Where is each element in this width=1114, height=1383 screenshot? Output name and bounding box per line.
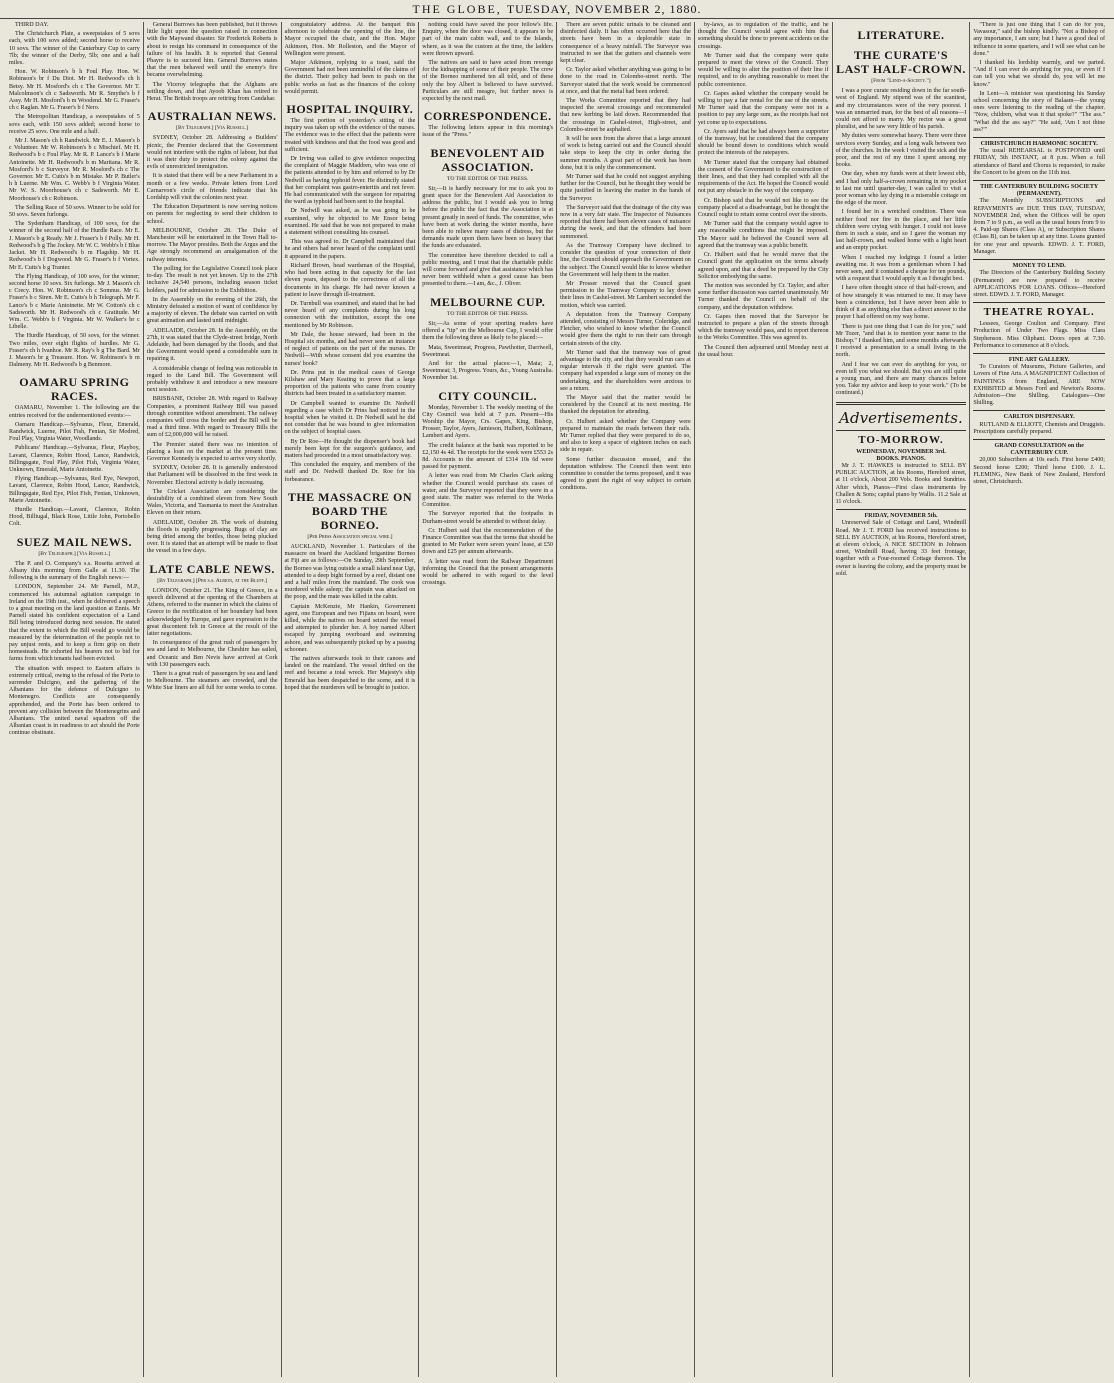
paragraph: The Directors of the Canterbury Building Society (Permanent) are now prepared to receive APPLICATIONS FOR LOANS. Offices—Hereford street. EDWD. J. T. FORD, Manager. [973,270,1106,298]
advertisements-heading: Advertisements. [839,408,963,427]
divider [836,509,967,510]
paragraph: In the Assembly on the evening of the 26th, the Ministry defeated a motion of want of confidence by a majority of eleven. The debate was carried on with great animation and lasted until midnight. [146,296,278,325]
byline: [By Telegraph.] [Per s.s. Albion, at the Bluff.] [157,577,268,584]
paragraph: When I reached my lodgings I found a letter awaiting me. It was from a gentleman whom I had never seen, and it contained a cheque for ten pounds, with a request that I would apply it as I thought best. [835,254,967,283]
paragraph: "There is just one thing that I can do for you, Vavasour," said the bishop kindly. "Not a Bishop of any importance, I am sure; but I have a good deal of influence in some quarters, and I will see what can be done." [973,22,1106,57]
paragraph: The Christchurch Plate, a sweepstakes of 5 sovs each, with 100 sovs added; second horse to receive 10 sovs. The winner of the Canterbury Cup to carry 7lb; the winner of the Derby, 5lb; one and a half miles. [9,31,140,67]
divider [973,439,1105,440]
divider [973,410,1105,411]
paragraph: Dr Irving was called to give evidence respecting the complaint of Maggie Maddren, who was one of the patients attended to by him and referred to by Dr Nedwill as having typhoid fever. He distinctly stated that her complaint was gastro-enteritis and not fever. He had communicated with the surgeon for repairing the ward as typhoid had been sent to the hospital. [284,156,416,206]
column-2 [144,22,282,1377]
centered-line: GRAND CONSULTATION on the CANTERBURY CUP. [994,442,1084,457]
paragraph: General Burrows has been published, but it throws little light upon the question raised in connection with the Maywand disaster. Sir Frederick Roberts is about to resign his command in consequence of the failure of his health. It is reported that General Phayre is to succeed him. General Burrows states that the men behaved well until the enemy's fire became overwhelming. [146,22,278,79]
paragraph: OAMARU, November 1. The following are the entries received for the undermentioned events:— [9,405,140,419]
paragraph: By Dr Roe—He thought the dispenser's book had merely been kept for the surgeon's guidance, and matters had proceeded in a most unsatisfactory way. [284,438,416,459]
divider [973,259,1105,260]
paragraph: The credit balance at the bank was reported to be £2,150 4s 4d. The receipts for the week were £553 2s 8d. Accounts to the amount of £314 10s 6d were passed for payment. [422,442,554,471]
paragraph: MELBOURNE, October 28. The Duke of Manchester will be entertained in the Town Hall to-morrow. The Mayor presides. Both the Argus and the Age strongly recommend an amalgamation of the railway interests. [146,227,278,263]
paragraph: RUTLAND & ELLIOTT, Chemists and Druggists. Prescriptions carefully prepared. [973,421,1106,435]
paragraph: A letter was read from Mr Charles Clark asking whether the Council would purchase six cases of water, and the Surveyor reported that they were in a good state. The matter was referred to the Works Committee. [422,473,554,509]
column-6 [695,22,833,1377]
section-heading: CITY COUNCIL. [438,388,538,403]
byline: TO THE EDITOR OF THE PRESS. [447,310,529,317]
paragraph: The Sydenham Handicap, of 100 sovs, for the winner of the second half of the Hurdle Race. Mr E. J. Mason's b g Ready. Mr J. Fraser's b f Polly. Mr H. Redwood's b g The Jockey. Mr W. C. Webb's b f Blue Jacket. Mr H. Redwood's b m Flagship. Mr H. Redwood's b f Dogwood. Mr G. Fraser's b f Vortex. Mr E. Cutts's b g Tranter. [9,221,140,271]
paragraph: A letter was read from the Railway Department informing the Council that the present arrangements would be adhered to with regard to the level crossings. [422,558,554,587]
paragraph: Mr J. Mason's ch h Randwick. Mr E. J. Mason's b c Volunteer. Mr W. Robinson's b c Mischief. Mr H. Redwood's b c Foul Play. Mr R. P. Lance's b f Marie Antoinette. Mr H. Redwood's b m Maritana. Mr R. Mosford's b c Surveyor. Mr R. Mosford's ch c The Governor. Mr E. Cutts's b m Mistake. Mr P. Butler's h h Luerne. Mr Wm. C. Webb's b f Virginia Water. Mr W. S. Moorhouse's ch c Sadsworth. Mr E. Moorhouse's ch c Robinson. [9,138,140,202]
paragraph: I was a poor curate residing down in the far south-west of England. My stipend was of the scantiest, and my circumstances were of the very poorest. I was an unmarried man, for the best of all reasons—I could not afford to marry. My rector was a great pluralist, and he saw very little of his parish. [835,88,967,131]
paragraph: The polling for the Legislative Council took place to-day. The result is not yet known. Up to the 27th inclusive 24,540 persons, including season ticket holders, paid for admission to the Exhibition. [146,265,278,294]
paragraph: The first portion of yesterday's sitting of the inquiry was taken up with the evidence of the nurses. The evidence was to the effect that the patients were treated with kindness and that the food was good and sufficient. [284,118,416,153]
paragraph: In Lent—A minister was questioning his Sunday school concerning the story of Balaam—the young ones were listening to the reading of the chapter. "Now, children, what was it that spoke?" "The ass." "What did the ass say?" "He said, 'Am I not thine ass?'" [973,90,1106,133]
double-divider [836,402,967,405]
issue-date: TUESDAY, NOVEMBER 2, 1880. [506,2,702,16]
paragraph: Mr Turner said that the tramway was of great advantage to the city, and that they would run cars at regular intervals if the right were granted. The company had expended a large sum of money on the undertaking, and the shareholders were anxious to see a return. [560,349,691,392]
paragraph: The committee have therefore decided to call a public meeting, and I trust that the charitable public will come forward and give that assistance which has never been withheld when a good cause has been presented to them.—I am, &c., J. Oliver. [422,252,554,288]
paragraph: A considerable change of feeling was noticeable in regard to the Land Bill. The Government will probably withdraw it and introduce a new measure next session. [146,365,278,394]
paragraph: In consequence of the great rush of passengers by sea and land to Melbourne, the Cheshire has sailed, and Oceanic and Ben Nevis have arrived at Cork with 130 passengers each. [146,640,278,668]
paragraph: This concluded the enquiry, and members of the staff and Dr. Nedwill thanked Dr. Roe for his forbearance. [284,462,416,483]
section-heading: OAMARU SPRING RACES. [19,375,130,404]
paragraph: 20,000 Subscribers at 10s each. First horse £400; Second horse £200; Third horse £100. J. L. FLEMING, New Bank of New Zealand, Hereford street, Christchurch. [973,457,1106,485]
paragraph: Unreserved Sale of Cottage and Land, Windmill Road. Mr J. T. FORD has received instructions to SELL BY AUCTION, at his Rooms, Hereford street, at eleven o'clock, A NICE SECTION in Johnson street, Windmill Road, having 33 feet frontage, together with a Four-roomed Cottage thereon. The owner is leaving the colony, and the property must be sold. [835,520,967,577]
section-heading: LITERATURE. [857,28,945,42]
paragraph: Mr Turner said that the company were quite prepared to meet the views of the Council. They would be willing to alter the position of their line if required, and to do anything reasonable to meet the public convenience. [697,52,829,88]
paragraph: Publicans' Handicap.—Sylvanus, Fleur, Playboy, Lavant, Clarence, Robin Hood, Lance, Randwick, Billingsgate, Foul Play, Pilot Fish, Virginia Water, Unknown, Emerald, Marie Antoinette. [9,445,140,473]
paragraph: It will be seen from the above that a large amount of work is being carried out and the Council should take steps to keep the city in order during the summer months. A great part of the work has been done, but it is only the commencement. [560,136,691,171]
paragraph: ADELAIDE, October 28. In the Assembly, on the 27th, it was stated that the Clyde-street bridge, North Adelaide, had been damaged by the floods, and that the Government would spend a considerable sum in repairing it. [146,327,278,363]
divider [973,302,1105,303]
paragraph: It is stated that there will be a new Parliament in a month or a few weeks. Private letters from Lord Carnarvon's circle of friends indicate that his Lordship will visit the colonies next year. [146,173,278,202]
paragraph: As the Tramway Company have declined to consider the question of your connection of their line, the Council should approach the Government on the subject. The Council would like to know whether the Government will help them in the matter. [560,242,691,278]
paragraph: Sir,—As some of your sporting readers have offered a "tip" on the Melbourne Cup, I would offer them the following three as likely to be placed:— [422,320,554,342]
paragraph: The following letters appear in this morning's issue of the "Press." [422,125,554,139]
paragraph: There is just one thing that I can do for you," said Mr Tozer, "and that is to mention your name to the Bishop." I thanked him, and some months afterwards I received a presentation to a small living in the north. [835,323,967,359]
paragraph: I have often thought since of that half-crown, and of how strangely it was returned to me. It may have been a coincidence, but I have never been able to think of it as anything else than a direct answer to the prayer I had offered on my way home. [835,285,967,321]
section-heading: SUEZ MAIL NEWS. [16,534,132,549]
paragraph: The natives are said to have acted from revenge for the kidnapping of some of their people. The crew of the Borneo numbered ten all told, and of these only the boy Albert is believed to have survived. Particulars are still meagre, but further news is expected by the next mail. [422,60,554,103]
paragraph: AUCKLAND, November 1. Particulars of the massacre on board the Auckland brigantine Borneo at Fiji are as follows:—On Sunday, 29th September, the Borneo was lying outside a small island near Ugi, attended to a deep bight formed by a reef, distant one and a half miles from the mainland. The cook was murdered while asleep; the captain was attacked on the poop, and the mate was killed in the cabin. [284,543,416,601]
paragraph: congratulatory address. At the banquet this afternoon to celebrate the opening of the line, the Mayor occupied the chair, and the Hon. Major Atkinson, Hon. Mr Rolleston, and the Mayor of Wellington were present. [284,22,416,57]
paragraph: The Viceroy telegraphs that the Afghans are settling down, and that Ayoob Khan has retired to Herat. The British troops are retiring from Candahar. [146,81,278,103]
section-heading: LATE CABLE NEWS. [149,561,275,576]
paragraph: Monday, November 1. The weekly meeting of the City Council was held at 7 p.m. Present—His Worship the Mayor, Crs. Gapes, King, Bishop, Prosser, Taylor, Ayers, Jamieson, Hulbert, Kohlmann, Lambert and Ayers. [422,404,554,440]
paragraph: The Cricket Association are considering the desirability of a combined eleven from New South Wales, Victoria, and Tasmania to meet the Australian Eleven on their return. [146,488,278,517]
section-heading: HOSPITAL INQUIRY. [286,102,414,117]
paragraph: Cr. Bishop said that he would not like to see the company placed at a disadvantage, but he thought the Council ought to retain some control over the streets. [697,197,829,219]
byline: [By Telegraph.] [Via Russell.] [38,550,111,557]
paragraph: LONDON, September 24. Mr Parnell, M.P., commenced his autumnal agitation campaign in Ireland on the 19th inst., when he delivered a speech to a great meeting on the land question at Ennis. Mr Parnell stated his confident expectation of a Land Bill being introduced during next session. He stated that the extent to which the Bill would go would be measured by the determination of the people not to pay unjust rents, and to keep a firm grip on their homesteads. He exhorted his hearers not to bid for farms from which tenants had been evicted. [9,584,140,663]
paragraph: The usual REHEARSAL is POSTPONED until FRIDAY, 5th INSTANT, at 8 p.m. When a full attendance of Band and Chorus is requested, to make the Concert to be given on the 11th inst. [973,148,1106,176]
paragraph: Richard Brown, head wardsman of the Hospital, who had been acting in that capacity for the last eleven years, deposed to the correctness of all the documents in his charge. He had never known a patient to leave through ill-treatment. [284,262,416,298]
paragraph: I thanked his lordship warmly, and we parted. "And if I can ever do anything for you, or even if I can tell you what we should do, you will let me know." [973,60,1106,88]
paragraph: And I fear we can ever do anything for you, or even tell you what we should. But you are still quite a young man, and there are many chances before you. Take my advice and keep to your work." (To be continued.) [835,361,967,397]
centered-line: CARLTON DISPENSARY. [1003,414,1075,421]
byline: [From "Lend-a-Society."] [871,78,931,84]
paragraph: I found her in a wretched condition. There was neither food nor fire in the place, and her little children were crying with hunger. I could not leave them in such a state, and so I gave the woman my last half-crown, and walked home with a light heart and an empty pocket. [835,209,967,252]
paragraph: ADELAIDE, October 28. The work of draining the floods is rapidly progressing. Bugs of clay are being dried among the bottles, those being plucked over. It is stated that an attempt will be made to float the vessel in a few days. [146,519,278,555]
paragraph: The situation with respect to Eastern affairs is extremely critical, owing to the refusal of the Porte to surrender Dulcigno, and the gathering of the Albanians for the defence of Dulcigno to Montenegro. Conflicts are consequently apprehended, and the Porte has been ordered to prevent any collision between the Montenegrins and Albanians. The united naval squadron off the Albanian coast is in readiness to act should the Porte continue obstinate. [9,665,140,737]
centered-line: THE CANTERBURY BUILDING SOCIETY (PERMANENT). [980,184,1099,198]
ad-heading: THEATRE ROYAL. [983,306,1095,319]
paragraph: The Council then adjourned until Monday next at the usual hour. [697,344,829,358]
paragraph: Mr Turner stated that the company had obtained the consent of the Government to the construction of their lines, and that they had complied with all the requirements of the Act. He hoped the Council would not put any obstacle in the way of the company. [697,159,829,195]
paragraph: Dr. Prins put in the medical cases of George Kilshaw and Mary Keating to prove that a large proportion of the patients who came from country districts had been treated in a satisfactory manner. [284,369,416,398]
paragraph: The Monthly SUBSCRIPTIONS and REPAYMENTS are DUE THIS DAY, TUESDAY, NOVEMBER 2nd, when the Offices will be open from 7 to 9 p.m., as well as the usual hours from 9 to 4. Paid-up Shares (Class A), or Subscription Shares (Class B), can be taken up at any time. Loans granted for one year and upwards. EDWD. J. T. FORD, Manager. [973,198,1106,255]
paragraph: Cr. Ayers said that he had always been a supporter of the tramway, but he considered that the company should be bound down to conditions which would protect the interests of the ratepayers. [697,128,829,157]
paragraph: Hurdle Handicap.—Lavant, Clarence, Robin Hood, Billiugal, Black Rose, Little John, Portobello Colt. [9,506,140,528]
paragraph: The P. and O. Company's s.s. Rosetta arrived at Albany this morning from Galle at 11.30. The following is the summary of the English news:— [9,560,140,582]
paragraph: Flying Handicap.—Sylvanus, Red Eye, Newport, Lavant, Clarence, Robin Hood, Lance, Randwick, Billingsgate, Red Eye, Pilot Fish, Fenian, Unknown, Marie Antoinette. [9,476,140,504]
paragraph: Cr. Gapes then moved that the Surveyor be instructed to prepare a plan of the streets through which the tramway would pass, and to report thereon to the Works Committee. This was agreed to. [697,313,829,342]
paragraph: The Mayor said that the matter would be considered by the Council at its next meeting. He thanked the deputation for attending. [560,394,691,416]
paragraph: Cr. Hulbert said that he would move that the Council grant the application on the terms already agreed upon, and that a deed be prepared by the City Solicitor embodying the same. [697,252,829,280]
paragraph: The Premier stated there was no intention of placing a loan on the market at the present time. Governor Kennedy is expected to arrive very shortly. [146,441,278,462]
centered-line: MONEY TO LEND. [1012,263,1066,270]
section-heading: BENEVOLENT AID ASSOCIATION. [430,145,545,174]
paragraph: Cr. Hulbert asked whether the Company were prepared to maintain the roads between their rails. Mr Turner replied that they were prepared to do so, and also to keep a space of eighteen inches on each side in repair. [560,418,691,454]
paragraph: SYDNEY, October 28. Addressing a Builders' picnic, the Premier declared that the Government would not interfere with the rights of labour, but that it was their duty to protect the colony against the evils of unrestricted immigration. [146,135,278,171]
paragraph: Oamaru Handicap.—Sylvanus, Fleur, Emerald, Randwick, Luerne, Pilot Fish, Fenian, Sir Modred, Foul Play, Virginia Water, Woodlands. [9,421,140,443]
paragraph: Captain McKenzie, Mr Hankin, Government agent, one European and two Fijians on board, were killed, while the natives on board seized the vessel and attempted to plunder her. A boy named Albert escaped by jumping overboard and swimming ashore, and was subsequently picked up by a passing schooner. [284,603,416,653]
paragraph: nothing could have saved the poor fellow's life. Enquiry, when the door was closed, it appears to be part of the main cabin wall, and to the Islands, where, as it was the custom at the time, the ladders were thrown upward. [422,22,554,57]
divider [973,180,1105,181]
byline: TO THE EDITOR OF THE PRESS. [447,175,529,182]
masthead [0,0,1114,19]
column-1 [6,22,144,1377]
paragraph: THIRD DAY. [15,22,49,28]
paragraph: Sir,—It is hardly necessary for me to ask you to grant space for the Benevolent Aid Association to address the public, but I would ask you to bring before the public the fact that the Association is at present greatly in need of funds. The committee, who have been at work during the winter months, have been able to relieve many cases of distress, but the demands made upon them have been so heavy that the funds are exhausted. [422,185,554,250]
paragraph: Mr J. T. HAWKES is instructed to SELL BY PUBLIC AUCTION, at his Rooms, Hereford street, at 11 o'clock, About 200 Vols. Books and Sundries. After which, Pianos—First class instruments by Challen & Sons; capital piano by Wallis. 11.2 Sale at 11 o'clock. [835,462,967,505]
section-heading: MELBOURNE CUP. [430,294,546,309]
paragraph: Cr. Hulbert said that the recommendation of the Finance Committee was that the terms that should be granted to Mr Parker were seven years' lease, at £50 down and £25 per annum afterwards. [422,527,554,556]
section-heading: THE CURATE'S LAST HALF-CROWN. [836,48,966,76]
paragraph: BRISBANE, October 28. With regard to Railway Companies, a prominent Railway Bill was passed through committee without amendment. The railway companies will cross the border and the Bill will be read a third time. With regard to Treasury Bills the sum of £2,000,000 will be raised. [146,396,278,439]
paragraph: The Flying Handicap, of 100 sovs, for the winner; second horse 10 sovs. Six furlongs. Mr J. Mason's ch c Crecy. Hon. W. Robinson's ch c Somnus. Mr G. Fraser's b c Siren. Mr E. Cutts's b h Telegraph. Mr F. Lance's b c Marie Antoinette. Mr W. Cotton's ch c Sadsworth. Mr H. Redwood's ch c Gratitude. Mr Wm. C. Webb's b f Virginia. Mr W. Walker's br c Libelle. [9,273,140,331]
column-4 [419,22,557,1377]
paragraph: The Education Department is now serving notices on parents for neglecting to send their children to school. [146,204,278,225]
paragraph: Cr. Gapes asked whether the company would be willing to pay a fair rental for the use of the streets. Mr Turner said that the company were not in a position to pay any large sum, as the receipts had not yet come up to expectations. [697,90,829,126]
paragraph: This was agreed to. Dr Campbell maintained that he and others had never heard of the complaint until it appeared in the papers. [284,239,416,260]
column-5 [557,22,695,1377]
column-8 [970,22,1108,1377]
paragraph: The Hurdle Handicap, of 50 sovs, for the winner. Two miles, over eight flights of hurdles. Mr G. Fraser's ch h Ivanhoe. Mr R. Ray's b g The Bard. Mr J. Mason's br g Treasure. Hon. W. Robinson's b m Dalmeny. Mr H. Redwood's b g Benmore. [9,333,140,369]
centered-line: WEDNESDAY, NOVEMBER 3rd. [856,448,946,455]
paragraph: There are seven public urinals to be cleaned and disinfected daily. It has often occurred here that the streets have been in a deplorable state in consequence of a heavy rainfall. The Surveyor was instructed to see that the gutters and channels were kept clear. [560,22,691,65]
paragraph: SYDNEY, October 28. It is generally understood that Parliament will be dissolved in the first week in November. Electoral activity is daily increasing. [146,465,278,486]
paragraph: Mr Dale, the house steward, had been in the Hospital six months, and had never seen an instance of neglect of patients on the part of the nurses. Dr Nedwill—With whose consent did you examine the nurses' book? [284,331,416,367]
paragraph: Mr Turner said that the company would agree to any reasonable conditions that might be imposed. The Mayor said he believed the Council were all agreed that the tramway was a public benefit. [697,221,829,249]
byline: [By Telegraph.] [Via Russell.] [176,125,249,132]
newspaper-columns [6,22,1108,1377]
paragraph: One day, when my funds were at their lowest ebb, and I had only half-a-crown remaining in my pocket to last me until quarter-day, I was called to visit a poor woman who lay dying in a miserable cottage on the edge of the moor. [835,171,967,207]
column-3 [282,22,420,1377]
paragraph: Dr Campbell wanted to examine Dr. Nedwill regarding a case which Dr Prins had noticed in the hospital when he visited it. Dr Nedwill said he did not consider that he was bound to give information on the subject of hospital cases. [284,400,416,436]
paragraph: Mr Prosser moved that the Council grant permission to the Tramway Company to lay down their lines in Cashel-street. Mr Lambert seconded the motion, which was carried. [560,280,691,309]
paragraph: There is a great rush of passengers by sea and land to Melbourne. The steamers are crowded, and the White Star liners are all full for some weeks to come. [146,671,278,692]
paragraph: by-laws, as to regulation of the traffic, and he thought the Council would agree with him that something should be done to prevent accidents on the crossings. [697,22,829,50]
paragraph: The motion was seconded by Cr. Taylor, and after some further discussion was carried unanimously. Mr Turner thanked the Council on behalf of the company, and the deputation withdrew. [697,282,829,311]
ad-heading: TO-MORROW. [858,433,944,446]
centered-line: CHRISTCHURCH HARMONIC SOCIETY. [980,141,1098,148]
centered-line: BOOKS. PIANOS. [876,455,926,462]
paragraph: And for the actual places:—1, Mata; 2, Sweetmeat; 3, Progress. Yours, &c., Young Australia. November 1st. [422,360,554,382]
paragraph: LONDON, October 21. The King of Greece, in a speech delivered at the opening of the Chambers at Athens, referred to the manner in which the claims of Greece to the rectification of her boundary had been acknowledged by Europe, and gave expression to the great discontent felt in Greece at the result of the latter negotiations. [146,587,278,638]
paragraph: The Selling Race of 50 sovs. Winner to be sold for 50 sovs. Seven furlongs. [9,204,140,219]
paragraph: Mr Turner said that he could not suggest anything further for the Council, but he thought they would be quite justified in leaving the matter in the hands of the Surveyor. [560,174,691,202]
paragraph: The Metropolitan Handicap, a sweepstakes of 5 sovs each, with 150 sovs added; second horse to receive 25 sovs. One mile and a half. [9,114,140,135]
paragraph: The Works Committee reported that they had inspected the several crossings and recommended that new kerbing be laid down. Recommended that the crossings in Cashel-street, High-street, and Colombo-street be asphalted. [560,98,691,133]
paragraph: A deputation from the Tramway Company attended, consisting of Messrs Turner, Coleridge, and Fletcher, who wished to know whether the Council would give them the right to run their cars through certain streets of the city. [560,311,691,347]
paragraph: To Curators of Museums, Picture Galleries, and Lovers of Fine Arts. A MAGNIFICENT Collection of PAINTINGS from England, ARE NOW EXHIBITED at Messrs Ford and Newton's Rooms. Admission—One Shilling. Catalogues—One Shilling. [973,364,1106,407]
divider [973,353,1105,354]
divider [973,137,1105,138]
newspaper-title: THE GLOBE, [412,2,502,16]
byline: [Per Press Association special wire.] [307,533,393,540]
paragraph: Lessees, George Coulton and Company. First Production of Under Two Flags. Miss Clara Stephenson. Miss Oliphant. Doors open at 7.30. Performance to commence at 8 o'clock. [973,321,1106,349]
paragraph: The natives afterwards took to their canoes and landed on the mainland. The vessel drifted on the reef and became a total wreck. Her Majesty's ship Emerald has been despatched to the scene, and it is hoped that the murderers will be brought to justice. [284,656,416,691]
paragraph: The Surveyor said that the drainage of the city was now in a very fair state. The Inspector of Nuisances reported that there had been eleven cases of nuisance during the week, and that the offenders had been summoned. [560,204,691,240]
paragraph: Hon. W. Robinson's b h Foul Play. Hon. W. Robinson's br f Du Diot. Mr H. Redwood's ch h Betsy. Mr H. Mosford's ch c The Governor. Mr T. Malcolmson's ch c Sadsworth. Mr R. Smythe's b f Assy. Mr H. Mosford's b m Woodend. Mr G. Fraser's ch c Raglan. Mr G. Fraser's b f Nero. [9,69,140,112]
paragraph: Dr Nedwill was asked, as he was going to be examined, why he objected to Mr Ensor being examined. He said that he was not prepared to make a statement without consulting his counsel. [284,208,416,237]
paragraph: My duties were somewhat heavy. There were three services every Sunday, and a long walk between two of the churches. In the week I visited the sick and the poor, and the rest of my time I spent among my books. [835,133,967,169]
paragraph: Mata, Sweetmeat, Progress, Pawthotter, Darriwell, Sweetmeat. [422,344,554,358]
centered-line: FRIDAY, NOVEMBER 5th. [864,513,938,520]
paragraph: Dr. Turnbull was examined, and stated that he had never heard of any complaints during his long connexion with the institution, except the one mentioned by Mr Robinson. [284,300,416,329]
section-heading: THE MASSACRE ON BOARD THE BORNEO. [287,489,412,532]
paragraph: Major Atkinson, replying to a toast, said the Government had not been unmindful of the claims of the district. Their policy had been to push on the public works as fast as the finances of the colony would permit. [284,60,416,95]
section-heading: AUSTRALIAN NEWS. [147,109,277,124]
section-heading: CORRESPONDENCE. [423,109,552,124]
column-7 [833,22,971,1377]
paragraph: The Surveyor reported that the footpaths in Durham-street would be attended to without delay. [422,511,554,525]
paragraph: Cr. Taylor asked whether anything was going to be done to the road in Colombo-street north. The Surveyor stated that the work would be commenced at once, and that the metal had been ordered. [560,67,691,95]
centered-line: FINE ART GALLERY. [1008,356,1070,363]
divider [836,430,967,431]
paragraph: Some further discussion ensued, and the deputation withdrew. The Council then went into committee to consider the terms proposed, and it was agreed to grant the right of way subject to certain conditions. [560,456,691,492]
